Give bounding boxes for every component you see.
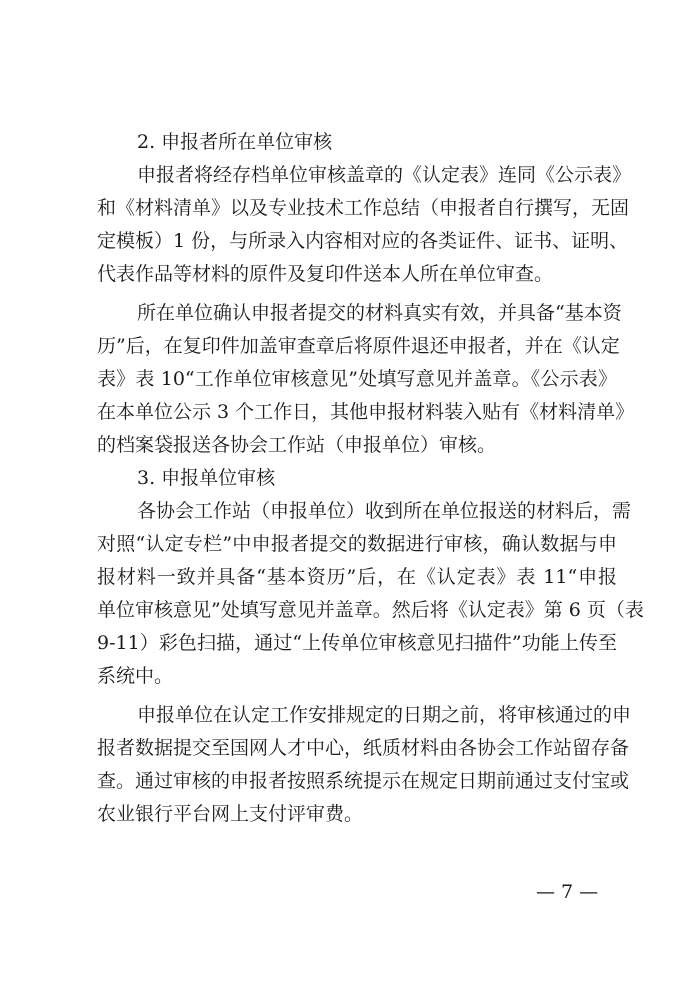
text-line: 申报单位在认定工作安排规定的日期之前，将审核通过的申 — [137, 704, 632, 726]
document-body — [97, 126, 644, 831]
text-line: 对照“认定专栏”中申报者提交的数据进行审核，确认数据与申 — [97, 533, 617, 555]
text-line: 单位审核意见”处填写意见并盖章。然后将《认定表》第 6 页（表 — [97, 599, 644, 621]
text-line: 报材料一致并具备“基本资历”后，在《认定表》表 11“申报 — [97, 566, 617, 588]
text-line: 申报者将经存档单位审核盖章的《认定表》连同《公示表》 — [137, 164, 632, 186]
text-line: 农业银行平台网上支付评审费。 — [97, 803, 364, 825]
text-line: 在本单位公示 3 个工作日，其他申报材料装入贴有《材料清单》 — [97, 401, 635, 423]
text-line: 历”后，在复印件加盖审查章后将原件退还申报者，并在《认定 — [97, 335, 620, 357]
text-line: 系统中。 — [97, 665, 174, 687]
paragraph-2-2 — [97, 297, 635, 462]
text-line: 报者数据提交至国网人才中心，纸质材料由各协会工作站留存备 — [97, 737, 630, 759]
paragraph-3-2 — [97, 699, 632, 831]
text-line: 9-11）彩色扫描，通过“上传单位审核意见扫描件”功能上传至 — [97, 632, 617, 654]
text-line: 和《材料清单》以及专业技术工作总结（申报者自行撰写，无固 — [97, 197, 630, 219]
text-line: 各协会工作站（申报单位）收到所在单位报送的材料后，需 — [137, 500, 632, 522]
text-line: 所在单位确认申报者提交的材料真实有效，并具备“基本资 — [137, 302, 622, 324]
section-heading-3: 3. 申报单位审核 — [137, 467, 276, 489]
text-line: 表》表 10“工作单位审核意见”处填写意见并盖章。《公示表》 — [97, 368, 617, 390]
text-line: 的档案袋报送各协会工作站（申报单位）审核。 — [97, 434, 497, 456]
paragraph-2-1 — [97, 159, 632, 291]
section-heading-2: 2. 申报者所在单位审核 — [137, 131, 333, 153]
text-line: 代表作品等材料的原件及复印件送本人所在单位审查。 — [97, 263, 554, 285]
paragraph-3-1 — [97, 495, 644, 693]
text-line: 定模板）1 份，与所录入内容相对应的各类证件、证书、证明、 — [97, 230, 629, 252]
page-number: — 7 — — [536, 881, 599, 903]
text-line: 查。通过审核的申报者按照系统提示在规定日期前通过支付宝或 — [97, 770, 630, 792]
